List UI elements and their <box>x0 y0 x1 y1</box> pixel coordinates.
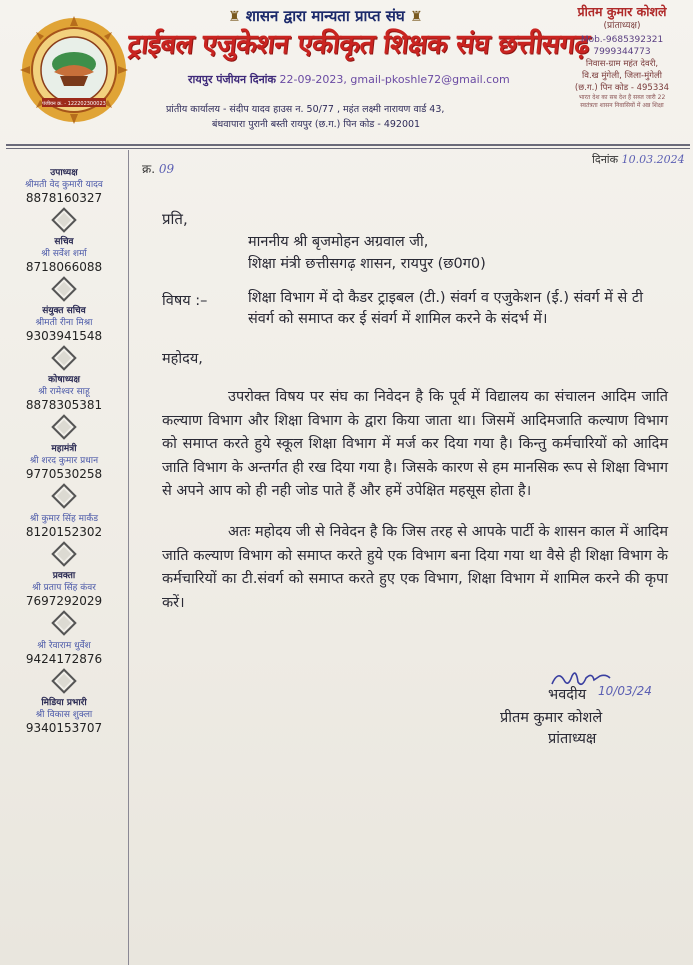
member-entry <box>6 513 122 563</box>
president-role: (प्रांताध्यक्ष) <box>603 21 641 31</box>
member-role: प्रवक्ता <box>52 571 76 581</box>
president-address1: निवास-ग्राम महंत देवरी, <box>585 59 659 69</box>
member-entry <box>6 640 122 690</box>
president-address3: (छ.ग.) पिन कोड - 495334 <box>574 83 670 93</box>
member-phone: 9340153707 <box>25 721 103 735</box>
emblem-icon: ♜ <box>228 9 241 25</box>
office-address-line1: प्रांतीय कार्यालय - संदीप यादव हाउस न. 50/77 , महंत लक्ष्मी नारायण वार्ड 43, <box>166 104 445 115</box>
member-role: सचिव <box>54 237 74 247</box>
president-mobile1: Mob.-9685392321 <box>580 35 664 45</box>
body-paragraph-2: अतः महोदय जी से निवेदन है कि जिस तरह से आपके पार्टी के शासन काल में आदिम जाति कल्याण विभाग को समाप्त करते हुये एक विभाग बना दिया गया था वैसे ही शिक्षा विभाग के कर्मचारियों का टी.संवर्ग को समाप्त करते हुए एक विभाग, शिक्षा विभाग में शामिल करने की कृपा करें। <box>162 524 668 611</box>
body-paragraph-1: उपरोक्त विषय पर संघ का निवेदन है कि पूर्व में विद्यालय का संचालन आदिम जाति कल्याण विभाग और शिक्षा विभाग के द्वारा किया जाता था। जिसमें आदिमजाति कल्याण विभाग को समाप्त करते हुये स्कूल शिक्षा विभाग में मर्ज कर दिया गया है। किन्तु कर्मचारियों को आदिम जाति विभाग के अन्तर्गत ही रख दिया गया है। जिसके कारण से हम मानसिक रूप से शिक्षा विभाग से अपने आप को ही नही जोड पाते हैं और हमें उपेक्षित महसूस होता है। <box>162 389 668 499</box>
diamond-ornament-icon <box>51 345 76 370</box>
office-address-line2: बंधवापारा पुरानी बस्ती रायपुर (छ.ग.) पिन कोड - 492001 <box>212 119 421 130</box>
member-entry <box>6 168 122 229</box>
member-phone: 8120152302 <box>25 525 103 539</box>
signature-date: 10/03/24 <box>598 684 652 698</box>
diamond-ornament-icon <box>51 668 76 693</box>
header-divider <box>6 144 690 146</box>
member-role: उपाध्यक्ष <box>50 168 78 178</box>
member-name: श्री कुमार सिंह मार्कंड <box>29 514 99 524</box>
sender-name: प्रीतम कुमार कोशले <box>500 710 603 726</box>
diamond-ornament-icon <box>51 207 76 232</box>
member-name: श्री सर्वेश शर्मा <box>41 249 87 259</box>
member-role: मिडिया प्रभारी <box>41 698 87 708</box>
president-note2: स्वतंत्रता शासन निवासियों में अन्न शिक्षा <box>580 102 664 109</box>
member-phone: 8878305381 <box>25 398 103 412</box>
union-logo-icon <box>20 16 128 124</box>
subject-label: विषय :– <box>162 293 208 309</box>
sidebar-divider <box>128 150 129 965</box>
reference-number: क्र. 09 <box>142 162 175 176</box>
closing: भवदीय <box>548 687 587 703</box>
member-phone: 8878160327 <box>25 191 103 205</box>
member-phone: 8718066088 <box>25 260 103 274</box>
member-name: श्री प्रताप सिंह कंवर <box>32 583 96 593</box>
member-phone: 9770530258 <box>25 467 103 481</box>
member-name: श्रीमती वेद कुमारी यादव <box>25 180 103 190</box>
member-role: महामंत्री <box>51 444 77 454</box>
member-entry <box>6 698 122 736</box>
member-name: श्री रामेश्वर साहू <box>38 387 90 397</box>
member-entry <box>6 306 122 367</box>
prati-label: प्रति, <box>162 210 188 228</box>
letter-date: दिनांक 10.03.2024 <box>592 153 685 166</box>
member-phone: 9303941548 <box>25 329 103 343</box>
header-divider-thin <box>6 148 690 149</box>
org-title: ट्राईबल एजुकेशन एकीकृत शिक्षक संघ छत्तीसगढ़ <box>126 29 591 60</box>
president-note1: भारत देश का सब देश है सब्ज जारी 22 <box>578 94 666 101</box>
diamond-ornament-icon <box>51 541 76 566</box>
tagline: ♜ शासन द्वारा मान्यता प्राप्त संघ ♜ <box>228 7 423 25</box>
diamond-ornament-icon <box>51 483 76 508</box>
emblem-icon: ♜ <box>410 9 423 25</box>
president-mobile2: 7999344773 <box>593 47 651 57</box>
president-contact <box>558 6 686 110</box>
svg-text:पंजीयन क्र. - 122202300023: पंजीयन क्र. - 122202300023 <box>42 101 106 107</box>
member-phone: 7697292029 <box>25 594 103 608</box>
registration-line: रायपुर पंजीयन दिनांक 22-09-2023, gmail-pkoshle72@gmail.com <box>188 73 510 86</box>
member-name: श्री विकास शुक्ला <box>35 710 93 720</box>
member-entry <box>6 444 122 505</box>
addressee-line1: माननीय श्री बृजमोहन अग्रवाल जी, <box>248 234 429 250</box>
member-entry <box>6 375 122 436</box>
president-address2: वि.ख मुंगेली, जिला-मुंगेली <box>582 71 662 81</box>
addressee-line2: शिक्षा मंत्री छत्तीसगढ़ शासन, रायपुर (छ0ग0) <box>248 256 486 272</box>
president-name: प्रीतम कुमार कोशले <box>577 4 667 19</box>
member-phone: 9424172876 <box>25 652 103 666</box>
diamond-ornament-icon <box>51 276 76 301</box>
salutation: महोदय, <box>162 351 203 367</box>
member-role: संयुक्त सचिव <box>42 306 86 316</box>
sender-role: प्रांताध्यक्ष <box>548 731 597 747</box>
member-role: कोषाध्यक्ष <box>48 375 80 385</box>
office-bearers-sidebar <box>6 168 122 744</box>
member-name: श्री रेवाराम धुर्वेश <box>37 641 91 651</box>
member-name: श्रीमती रीना मिश्रा <box>35 318 93 328</box>
diamond-ornament-icon <box>51 610 76 635</box>
diamond-ornament-icon <box>51 414 76 439</box>
member-entry <box>6 237 122 298</box>
subject-text: शिक्षा विभाग में दो कैडर ट्राइबल (टी.) संवर्ग व एजुकेशन (ई.) संवर्ग में से टी संवर्ग को समाप्त कर ई संवर्ग में शामिल करने के संदर्भ में। <box>248 290 643 327</box>
member-entry <box>6 571 122 632</box>
member-name: श्री शरद कुमार प्रधान <box>29 456 99 466</box>
